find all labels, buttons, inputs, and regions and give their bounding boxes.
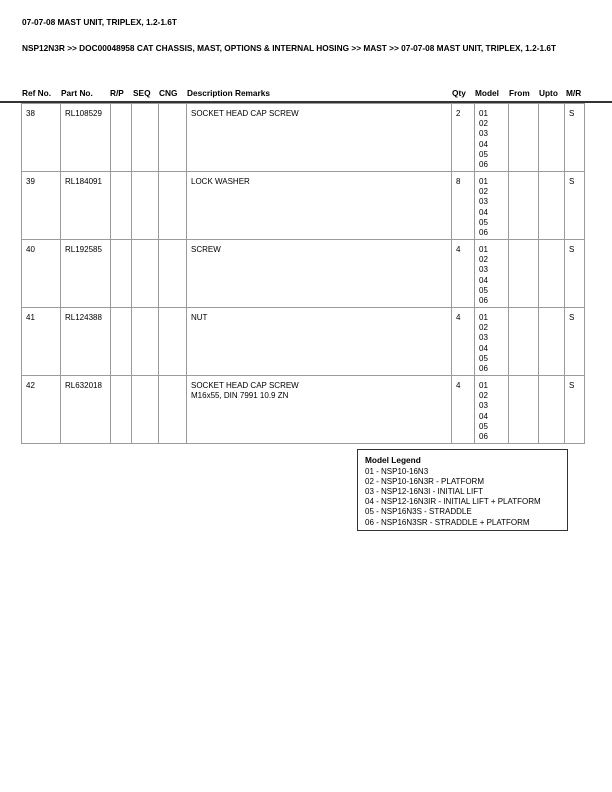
cell-mr: S	[565, 240, 585, 308]
cell-upto	[539, 308, 565, 376]
cell-seq	[132, 172, 159, 240]
cell-mr: S	[565, 104, 585, 172]
cell-qty: 4	[452, 308, 475, 376]
cell-part-no: RL184091	[61, 172, 111, 240]
header-mr: M/R	[566, 88, 582, 98]
cell-description	[187, 172, 452, 240]
cell-qty: 8	[452, 172, 475, 240]
cell-from	[509, 104, 539, 172]
model-code: 04	[479, 139, 488, 149]
cell-from	[509, 376, 539, 444]
header-model: Model	[475, 88, 499, 98]
table-row	[22, 308, 585, 376]
cell-part-no: RL124388	[61, 308, 111, 376]
cell-model	[475, 104, 509, 172]
cell-seq	[132, 240, 159, 308]
description-text: SCREW	[191, 245, 221, 254]
header-description: Description Remarks	[187, 88, 271, 98]
model-code: 04	[479, 343, 488, 353]
header-ref-no: Ref No.	[22, 88, 52, 98]
header-qty: Qty	[452, 88, 466, 98]
model-code: 02	[479, 323, 488, 333]
model-code: 01	[479, 245, 488, 254]
model-code: 06	[479, 160, 488, 170]
cell-model	[475, 308, 509, 376]
cell-mr: S	[565, 376, 585, 444]
legend-item: 03 - NSP12-16N3I - INITIAL LIFT	[365, 487, 483, 497]
cell-description	[187, 376, 452, 444]
header-rp: R/P	[110, 88, 124, 98]
model-code: 06	[479, 296, 488, 306]
model-code: 06	[479, 432, 488, 442]
cell-upto	[539, 104, 565, 172]
legend-item: 01 - NSP10-16N3	[365, 467, 429, 477]
description-text: SOCKET HEAD CAP SCREW	[191, 109, 299, 118]
cell-seq	[132, 376, 159, 444]
model-code: 06	[479, 364, 488, 374]
cell-description	[187, 308, 452, 376]
cell-qty: 2	[452, 104, 475, 172]
legend-title: Model Legend	[365, 455, 421, 465]
header-from: From	[509, 88, 530, 98]
table-row	[22, 172, 585, 240]
cell-description	[187, 240, 452, 308]
cell-model	[475, 172, 509, 240]
model-code: 03	[479, 401, 488, 411]
cell-upto	[539, 172, 565, 240]
cell-cng	[159, 104, 187, 172]
cell-seq	[132, 308, 159, 376]
cell-cng	[159, 308, 187, 376]
model-code: 02	[479, 119, 488, 129]
cell-from	[509, 172, 539, 240]
breadcrumb: NSP12N3R >> DOC00048958 CAT CHASSIS, MAST, OPTIONS & INTERNAL HOSING >> MAST >> 07-07-08 MAST UNIT, TRIPLEX, 1.2-1.6T	[22, 43, 557, 53]
model-code: 05	[479, 285, 488, 295]
legend-item: 05 - NSP16N3S - STRADDLE	[365, 507, 472, 517]
cell-from	[509, 308, 539, 376]
cell-ref-no: 42	[22, 376, 61, 444]
model-code: 04	[479, 207, 488, 217]
cell-part-no: RL632018	[61, 376, 111, 444]
cell-cng	[159, 376, 187, 444]
model-code: 05	[479, 149, 488, 159]
cell-mr: S	[565, 308, 585, 376]
legend-item: 04 - NSP12-16N3IR - INITIAL LIFT + PLATFORM	[365, 497, 541, 507]
description-text: LOCK WASHER	[191, 177, 250, 186]
parts-table	[21, 103, 585, 444]
header-cng: CNG	[159, 88, 178, 98]
cell-rp	[111, 172, 132, 240]
cell-model	[475, 376, 509, 444]
cell-ref-no: 41	[22, 308, 61, 376]
cell-rp	[111, 376, 132, 444]
cell-ref-no: 40	[22, 240, 61, 308]
cell-part-no: RL192585	[61, 240, 111, 308]
model-code: 04	[479, 275, 488, 285]
header-part-no: Part No.	[61, 88, 93, 98]
table-row	[22, 104, 585, 172]
cell-mr: S	[565, 172, 585, 240]
table-row	[22, 376, 585, 444]
model-code: 03	[479, 197, 488, 207]
cell-from	[509, 240, 539, 308]
model-code: 01	[479, 177, 488, 186]
cell-seq	[132, 104, 159, 172]
model-code: 02	[479, 255, 488, 265]
cell-cng	[159, 240, 187, 308]
legend-item: 06 - NSP16N3SR - STRADDLE + PLATFORM	[365, 517, 530, 527]
model-code: 01	[479, 313, 488, 322]
model-code: 03	[479, 333, 488, 343]
cell-description	[187, 104, 452, 172]
model-code: 04	[479, 411, 488, 421]
cell-rp	[111, 240, 132, 308]
remarks-text: M16x55, DIN 7991 10.9 ZN	[191, 391, 289, 401]
model-code: 03	[479, 129, 488, 139]
model-code: 02	[479, 187, 488, 197]
model-code: 01	[479, 381, 488, 390]
header-seq: SEQ	[133, 88, 151, 98]
model-code: 06	[479, 228, 488, 238]
cell-qty: 4	[452, 376, 475, 444]
cell-model	[475, 240, 509, 308]
cell-ref-no: 39	[22, 172, 61, 240]
cell-part-no: RL108529	[61, 104, 111, 172]
description-text: SOCKET HEAD CAP SCREW	[191, 381, 299, 390]
model-code: 05	[479, 353, 488, 363]
model-legend	[357, 449, 568, 531]
cell-cng	[159, 172, 187, 240]
page-title: 07-07-08 MAST UNIT, TRIPLEX, 1.2-1.6T	[22, 17, 177, 27]
model-code: 02	[479, 391, 488, 401]
cell-qty: 4	[452, 240, 475, 308]
description-text: NUT	[191, 313, 208, 322]
cell-rp	[111, 104, 132, 172]
cell-ref-no: 38	[22, 104, 61, 172]
model-code: 05	[479, 217, 488, 227]
model-code: 01	[479, 109, 488, 118]
legend-item: 02 - NSP10-16N3R - PLATFORM	[365, 477, 484, 487]
header-upto: Upto	[539, 88, 558, 98]
table-row	[22, 240, 585, 308]
model-code: 05	[479, 421, 488, 431]
model-code: 03	[479, 265, 488, 275]
cell-upto	[539, 240, 565, 308]
cell-upto	[539, 376, 565, 444]
cell-rp	[111, 308, 132, 376]
